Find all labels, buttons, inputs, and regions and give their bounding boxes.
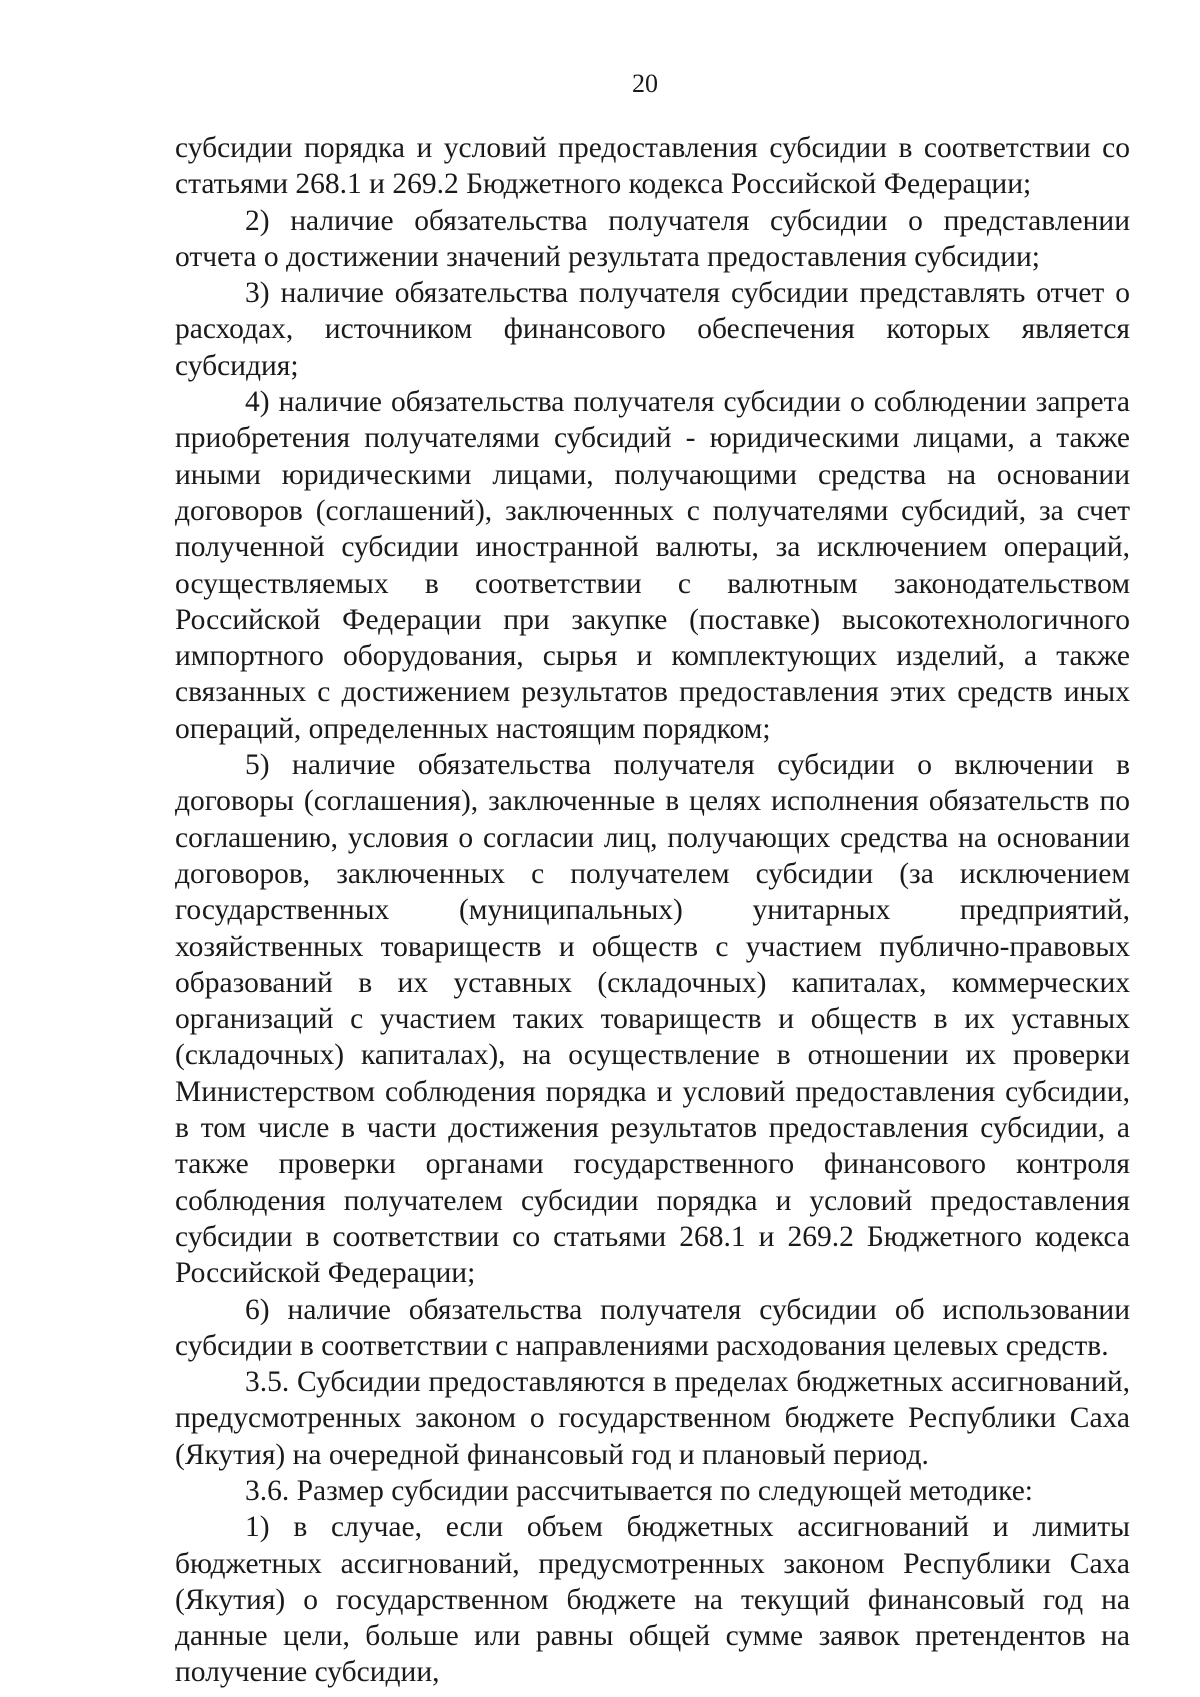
paragraph-continuation: субсидии порядка и условий предоставления субсидии в соответствии со статьями 268.1 и 269.2 Бюджетного кодекса Российской Федерации; [175,132,1130,201]
paragraph-item-3: 3) наличие обязательства получателя субсидии представлять отчет о расходах, источником финансового обеспечения которых является субсидия; [175,277,1130,382]
paragraph-item-4: 4) наличие обязательства получателя субсидии о соблюдении запрета приобретения получателями субсидий - юридическими лицами, а также иными юридическими лицами, получающими средства на основании договоров (соглашений), заключенных с получателями субсидий, за счет полученной субсидии иностранной валюты, за исключением операций, осуществляемых в соответствии с валютным законодательством Российской Федерации при закупке (поставке) высокотехнологичного импортного оборудования, сырья и комплектующих изделий, а также связанных с достижением результатов предоставления этих средств иных операций, определенных настоящим порядком; [175,386,1130,745]
paragraph-clause-3-6: 3.6. Размер субсидии рассчитывается по следующей методике: [245,1474,1034,1507]
document-body [175,130,1130,1691]
paragraph-item-2: 2) наличие обязательства получателя субсидии о представлении отчета о достижении значений результата предоставления субсидии; [175,204,1130,273]
paragraph-item-6: 6) наличие обязательства получателя субсидии об использовании субсидии в соответствии с направлениями расходования целевых средств. [175,1293,1130,1362]
paragraph-item-5: 5) наличие обязательства получателя субсидии о включении в договоры (соглашения), заключенные в целях исполнения обязательств по соглашению, условия о согласии лиц, получающих средства на основании договоров, заключенных с получателем субсидии (за исключением государственных (муниципальных) унитарных предприятий, хозяйственных товариществ и обществ с участием публично-правовых образований в их уставных (складочных) капиталах, коммерческих организаций с участием таких товариществ и обществ в их уставных (складочных) капиталах), на осуществление в отношении их проверки Министерством соблюдения порядка и условий предоставления субсидии, в том числе в части достижения результатов предоставления субсидии, а также проверки органами государственного финансового контроля соблюдения получателем субсидии порядка и условий предоставления субсидии в соответствии со статьями 268.1 и 269.2 Бюджетного кодекса Российской Федерации; [175,749,1130,1290]
paragraph-clause-3-6-item-1: 1) в случае, если объем бюджетных ассигнований и лимиты бюджетных ассигнований, предусмотренных законом Республики Саха (Якутия) о государственном бюджете на текущий финансовый год на данные цели, больше или равны общей сумме заявок претендентов на получение субсидии, [175,1511,1130,1689]
page-number: 20 [632,69,658,98]
paragraph-clause-3-5: 3.5. Субсидии предоставляются в пределах бюджетных ассигнований, предусмотренных законом о государственном бюджете Республики Саха (Якутия) на очередной финансовый год и плановый период. [175,1366,1130,1471]
